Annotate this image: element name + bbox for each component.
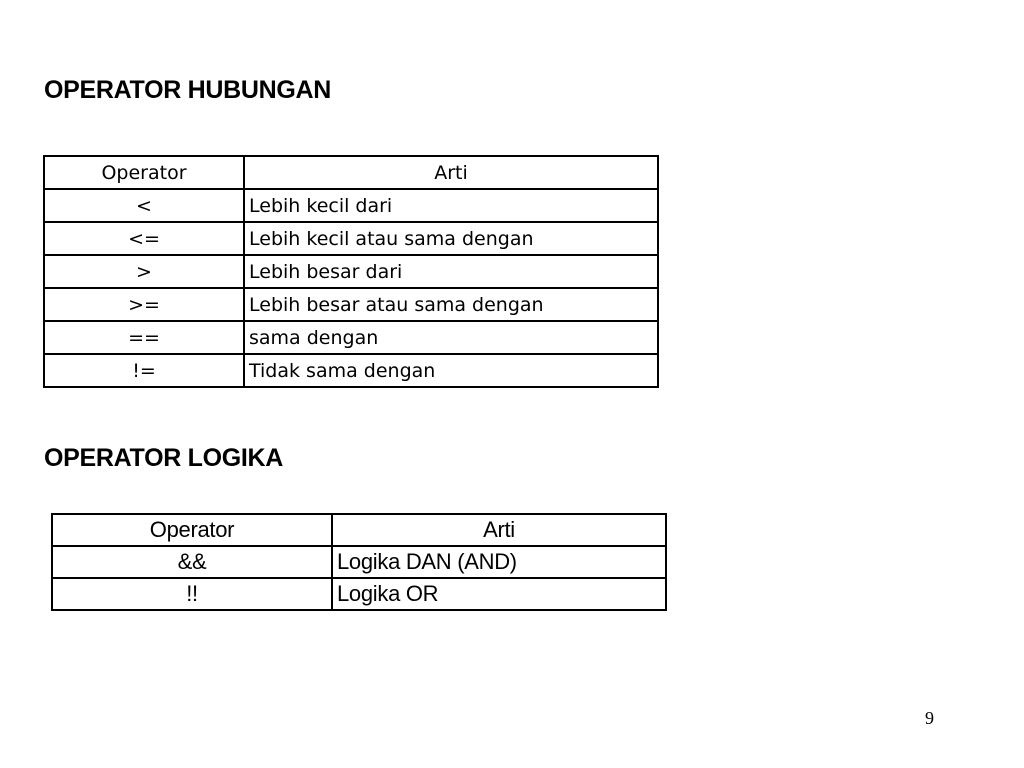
table-header-row xyxy=(52,514,666,546)
operator-cell: !! xyxy=(52,578,332,610)
operator-cell: > xyxy=(44,255,244,288)
table-row xyxy=(44,321,658,354)
page-number: 9 xyxy=(925,708,934,728)
operator-cell: == xyxy=(44,321,244,354)
section-title-operator-hubungan: OPERATOR HUBUNGAN xyxy=(44,76,332,104)
table-row xyxy=(44,222,658,255)
table-header-row xyxy=(44,156,658,189)
section-title-operator-logika: OPERATOR LOGIKA xyxy=(44,444,284,472)
header-cell-operator: Operator xyxy=(44,156,244,189)
table-row xyxy=(44,255,658,288)
operator-cell: != xyxy=(44,354,244,387)
header-cell-arti: Arti xyxy=(332,514,666,546)
table-row xyxy=(44,354,658,387)
operator-cell: <= xyxy=(44,222,244,255)
meaning-cell: Logika DAN (AND) xyxy=(332,546,666,578)
meaning-cell: Lebih kecil atau sama dengan xyxy=(244,222,658,255)
table-row xyxy=(52,578,666,610)
meaning-cell: Lebih kecil dari xyxy=(244,189,658,222)
operator-hubungan-table xyxy=(43,155,659,388)
meaning-cell: Lebih besar dari xyxy=(244,255,658,288)
operator-cell: >= xyxy=(44,288,244,321)
operator-cell: < xyxy=(44,189,244,222)
meaning-cell: Logika OR xyxy=(332,578,666,610)
header-cell-arti: Arti xyxy=(244,156,658,189)
meaning-cell: sama dengan xyxy=(244,321,658,354)
operator-logika-table xyxy=(51,513,667,611)
meaning-cell: Lebih besar atau sama dengan xyxy=(244,288,658,321)
meaning-cell: Tidak sama dengan xyxy=(244,354,658,387)
table-row xyxy=(44,288,658,321)
table-row xyxy=(44,189,658,222)
header-cell-operator: Operator xyxy=(52,514,332,546)
operator-cell: && xyxy=(52,546,332,578)
table-row xyxy=(52,546,666,578)
